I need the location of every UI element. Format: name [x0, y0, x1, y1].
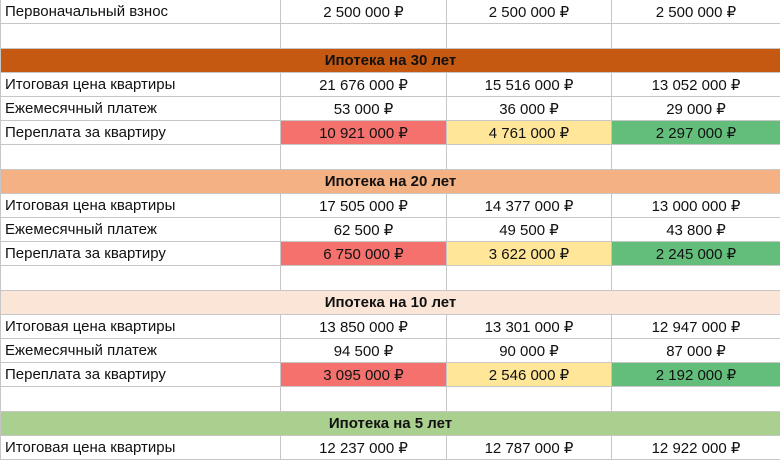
total-price-row [1, 194, 780, 218]
monthly-payment-row [1, 339, 780, 363]
total-price-row [1, 73, 780, 97]
cell-value[interactable]: 13 000 000 ₽ [612, 194, 780, 218]
empty-cell[interactable] [447, 24, 612, 49]
section-title[interactable]: Ипотека на 5 лет [1, 412, 780, 436]
empty-cell[interactable] [447, 266, 612, 291]
cell-value[interactable]: 36 000 ₽ [447, 97, 612, 121]
cell-value[interactable]: 13 301 000 ₽ [447, 315, 612, 339]
row-label[interactable]: Итоговая цена квартиры [1, 315, 281, 339]
empty-cell[interactable] [612, 266, 780, 291]
empty-cell[interactable] [281, 387, 447, 412]
overpay-mid-cell[interactable]: 3 622 000 ₽ [447, 242, 612, 266]
row-label[interactable]: Итоговая цена квартиры [1, 194, 281, 218]
section-header-20 [1, 170, 780, 194]
row-label[interactable]: Ежемесячный платеж [1, 339, 281, 363]
overpayment-row [1, 242, 780, 266]
overpay-high-cell[interactable]: 10 921 000 ₽ [281, 121, 447, 145]
row-label[interactable]: Итоговая цена квартиры [1, 436, 281, 460]
empty-cell[interactable] [612, 145, 780, 170]
monthly-payment-row [1, 97, 780, 121]
cell-value[interactable]: 15 516 000 ₽ [447, 73, 612, 97]
section-title[interactable]: Ипотека на 30 лет [1, 49, 780, 73]
down-payment-row [1, 0, 780, 24]
total-price-row [1, 436, 780, 460]
cell-value[interactable]: 12 787 000 ₽ [447, 436, 612, 460]
empty-cell[interactable] [1, 24, 281, 49]
empty-cell[interactable] [281, 24, 447, 49]
cell-value[interactable]: 12 947 000 ₽ [612, 315, 780, 339]
section-title[interactable]: Ипотека на 10 лет [1, 291, 780, 315]
row-label[interactable]: Переплата за квартиру [1, 242, 281, 266]
empty-cell[interactable] [447, 387, 612, 412]
overpayment-row [1, 121, 780, 145]
section-title[interactable]: Ипотека на 20 лет [1, 170, 780, 194]
cell-value[interactable]: 12 237 000 ₽ [281, 436, 447, 460]
cell-value[interactable]: 13 052 000 ₽ [612, 73, 780, 97]
cell-value[interactable]: 2 500 000 ₽ [612, 0, 780, 24]
cell-value[interactable]: 13 850 000 ₽ [281, 315, 447, 339]
overpay-high-cell[interactable]: 6 750 000 ₽ [281, 242, 447, 266]
section-header-10 [1, 291, 780, 315]
overpayment-row [1, 363, 780, 387]
overpay-low-cell[interactable]: 2 297 000 ₽ [612, 121, 780, 145]
cell-value[interactable]: 17 505 000 ₽ [281, 194, 447, 218]
empty-cell[interactable] [612, 24, 780, 49]
overpay-high-cell[interactable]: 3 095 000 ₽ [281, 363, 447, 387]
empty-cell[interactable] [447, 145, 612, 170]
row-label[interactable]: Ежемесячный платеж [1, 218, 281, 242]
cell-value[interactable]: 12 922 000 ₽ [612, 436, 780, 460]
cell-value[interactable]: 2 500 000 ₽ [447, 0, 612, 24]
overpay-mid-cell[interactable]: 2 546 000 ₽ [447, 363, 612, 387]
cell-value[interactable]: 43 800 ₽ [612, 218, 780, 242]
cell-value[interactable]: 90 000 ₽ [447, 339, 612, 363]
cell-value[interactable]: 21 676 000 ₽ [281, 73, 447, 97]
empty-cell[interactable] [1, 387, 281, 412]
row-label[interactable]: Первоначальный взнос [1, 0, 281, 24]
cell-value[interactable]: 53 000 ₽ [281, 97, 447, 121]
cell-value[interactable]: 29 000 ₽ [612, 97, 780, 121]
blank-row [1, 24, 780, 49]
blank-row [1, 266, 780, 291]
row-label[interactable]: Переплата за квартиру [1, 121, 281, 145]
cell-value[interactable]: 2 500 000 ₽ [281, 0, 447, 24]
cell-value[interactable]: 14 377 000 ₽ [447, 194, 612, 218]
blank-row [1, 145, 780, 170]
empty-cell[interactable] [281, 266, 447, 291]
section-header-30 [1, 49, 780, 73]
section-header-5 [1, 412, 780, 436]
cell-value[interactable]: 94 500 ₽ [281, 339, 447, 363]
blank-row [1, 387, 780, 412]
overpay-low-cell[interactable]: 2 245 000 ₽ [612, 242, 780, 266]
row-label[interactable]: Переплата за квартиру [1, 363, 281, 387]
empty-cell[interactable] [1, 145, 281, 170]
empty-cell[interactable] [281, 145, 447, 170]
row-label[interactable]: Итоговая цена квартиры [1, 73, 281, 97]
cell-value[interactable]: 87 000 ₽ [612, 339, 780, 363]
empty-cell[interactable] [612, 387, 780, 412]
monthly-payment-row [1, 218, 780, 242]
empty-cell[interactable] [1, 266, 281, 291]
row-label[interactable]: Ежемесячный платеж [1, 97, 281, 121]
overpay-low-cell[interactable]: 2 192 000 ₽ [612, 363, 780, 387]
overpay-mid-cell[interactable]: 4 761 000 ₽ [447, 121, 612, 145]
cell-value[interactable]: 62 500 ₽ [281, 218, 447, 242]
total-price-row [1, 315, 780, 339]
cell-value[interactable]: 49 500 ₽ [447, 218, 612, 242]
